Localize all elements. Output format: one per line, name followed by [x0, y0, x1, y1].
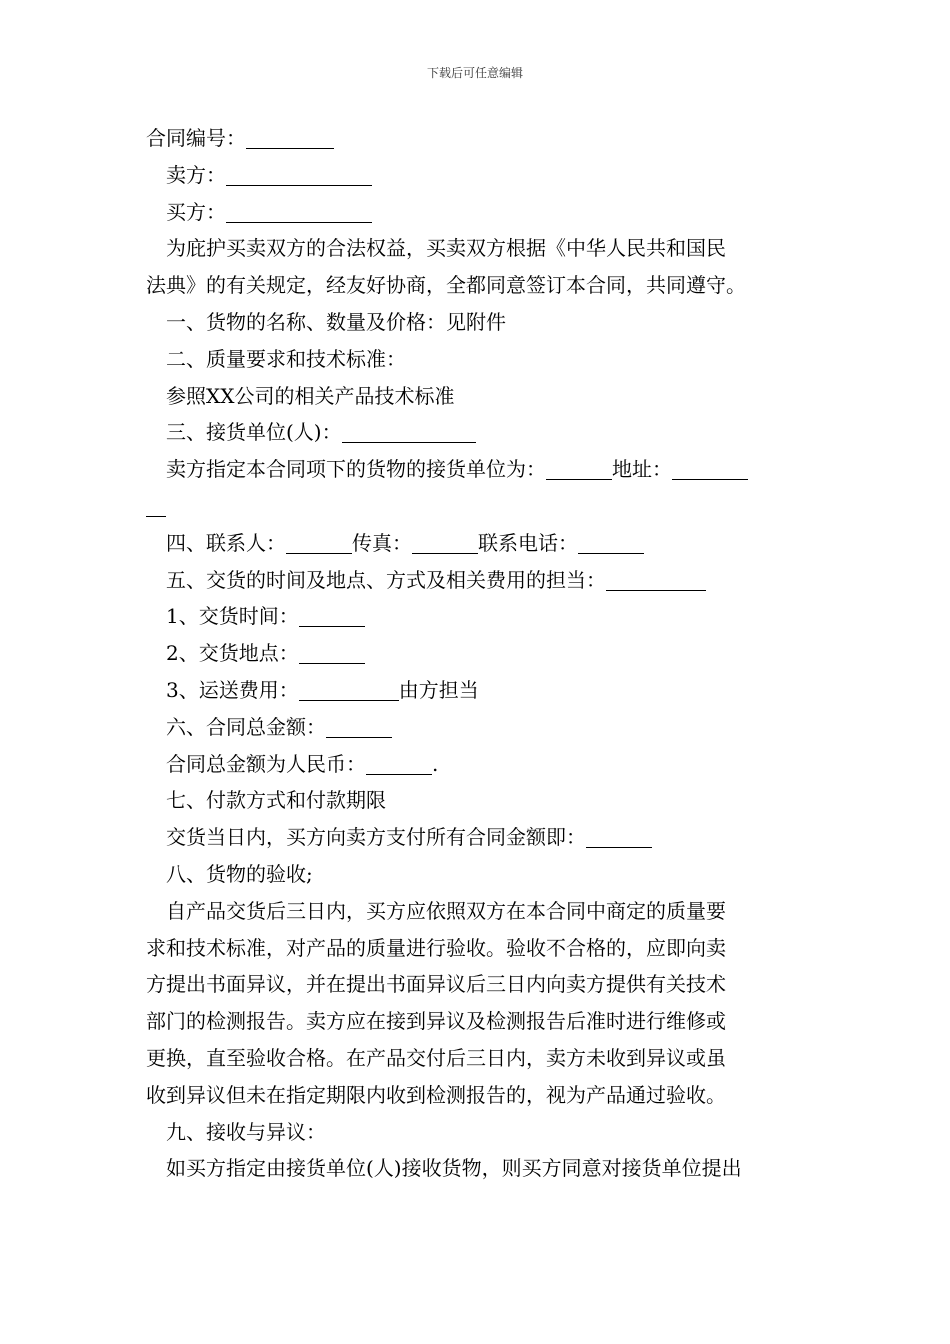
section-7: 七、付款方式和付款期限: [166, 788, 386, 813]
seller-line: 卖方：: [146, 157, 810, 194]
blank-field: [606, 570, 706, 591]
section-5-2: 2、交货地点：: [146, 635, 810, 672]
section-9: 九、接收与异议：: [166, 1119, 326, 1144]
blank-field: [366, 754, 432, 775]
blank-field: [342, 422, 476, 443]
section-8: 八、货物的验收;: [166, 861, 313, 886]
buyer-line: 买方：: [146, 194, 810, 231]
contract-number-line: 合同编号：: [146, 120, 810, 157]
blank-field: [246, 128, 334, 149]
section-2-body: 参照XX公司的相关产品技术标准: [166, 383, 455, 408]
section-8-para-5: 更换，直至验收合格。在产品交付后三日内，卖方未收到异议或虽: [146, 1045, 726, 1070]
blank-field: [226, 202, 372, 223]
blank-field: [546, 459, 612, 480]
intro-line-2: 法典》的有关规定，经友好协商，全都同意签订本合同，共同遵守。: [146, 273, 746, 298]
section-4: 四、联系人： 传真： 联系电话：: [146, 525, 810, 562]
section-2: 二、质量要求和技术标准：: [166, 346, 406, 371]
blank-field: [286, 533, 352, 554]
section-5-1: 1、交货时间：: [146, 598, 810, 635]
section-5-3: 3、运送费用： 由方担当: [166, 677, 479, 702]
section-6-body: 合同总金额为人民币： .: [166, 751, 439, 776]
section-8-para-1: 自产品交货后三日内，买方应依照双方在本合同中商定的质量要: [166, 898, 726, 923]
section-3-body-cont: [146, 488, 810, 525]
section-6: 六、合同总金额：: [146, 709, 810, 746]
blank-field: [326, 717, 392, 738]
page-header-note: 下载后可任意编辑: [426, 66, 523, 80]
blank-field: [586, 827, 652, 848]
section-5: 五、交货的时间及地点、方式及相关费用的担当：: [146, 562, 810, 599]
blank-field: [578, 533, 644, 554]
blank-field: [146, 496, 166, 517]
blank-field: [299, 643, 365, 664]
blank-field: [299, 680, 399, 701]
section-8-para-3: 方提出书面异议，并在提出书面异议后三日内向卖方提供有关技术: [146, 972, 726, 997]
section-7-body: 交货当日内，买方向卖方支付所有合同金额即：: [146, 819, 810, 856]
section-1: 一、货物的名称、数量及价格：见附件: [166, 309, 506, 334]
intro-line-1: 为庇护买卖双方的合法权益，买卖双方根据《中华人民共和国民: [166, 236, 726, 261]
blank-field: [672, 459, 748, 480]
section-8-para-2: 求和技术标准，对产品的质量进行验收。验收不合格的，应即向卖: [146, 935, 726, 960]
section-8-para-6: 收到异议但未在指定期限内收到检测报告的，视为产品通过验收。: [146, 1082, 726, 1107]
blank-field: [299, 606, 365, 627]
section-9-para-1: 如买方指定由接货单位(人)接收货物，则买方同意对接货单位提出: [166, 1156, 742, 1181]
blank-field: [226, 165, 372, 186]
section-3: 三、接货单位(人)：: [146, 414, 810, 451]
section-8-para-4: 部门的检测报告。卖方应在接到异议及检测报告后准时进行维修或: [146, 1009, 726, 1034]
blank-field: [412, 533, 478, 554]
contract-body: [146, 120, 810, 1187]
section-3-body: 卖方指定本合同项下的货物的接货单位为： 地址：: [146, 451, 810, 488]
